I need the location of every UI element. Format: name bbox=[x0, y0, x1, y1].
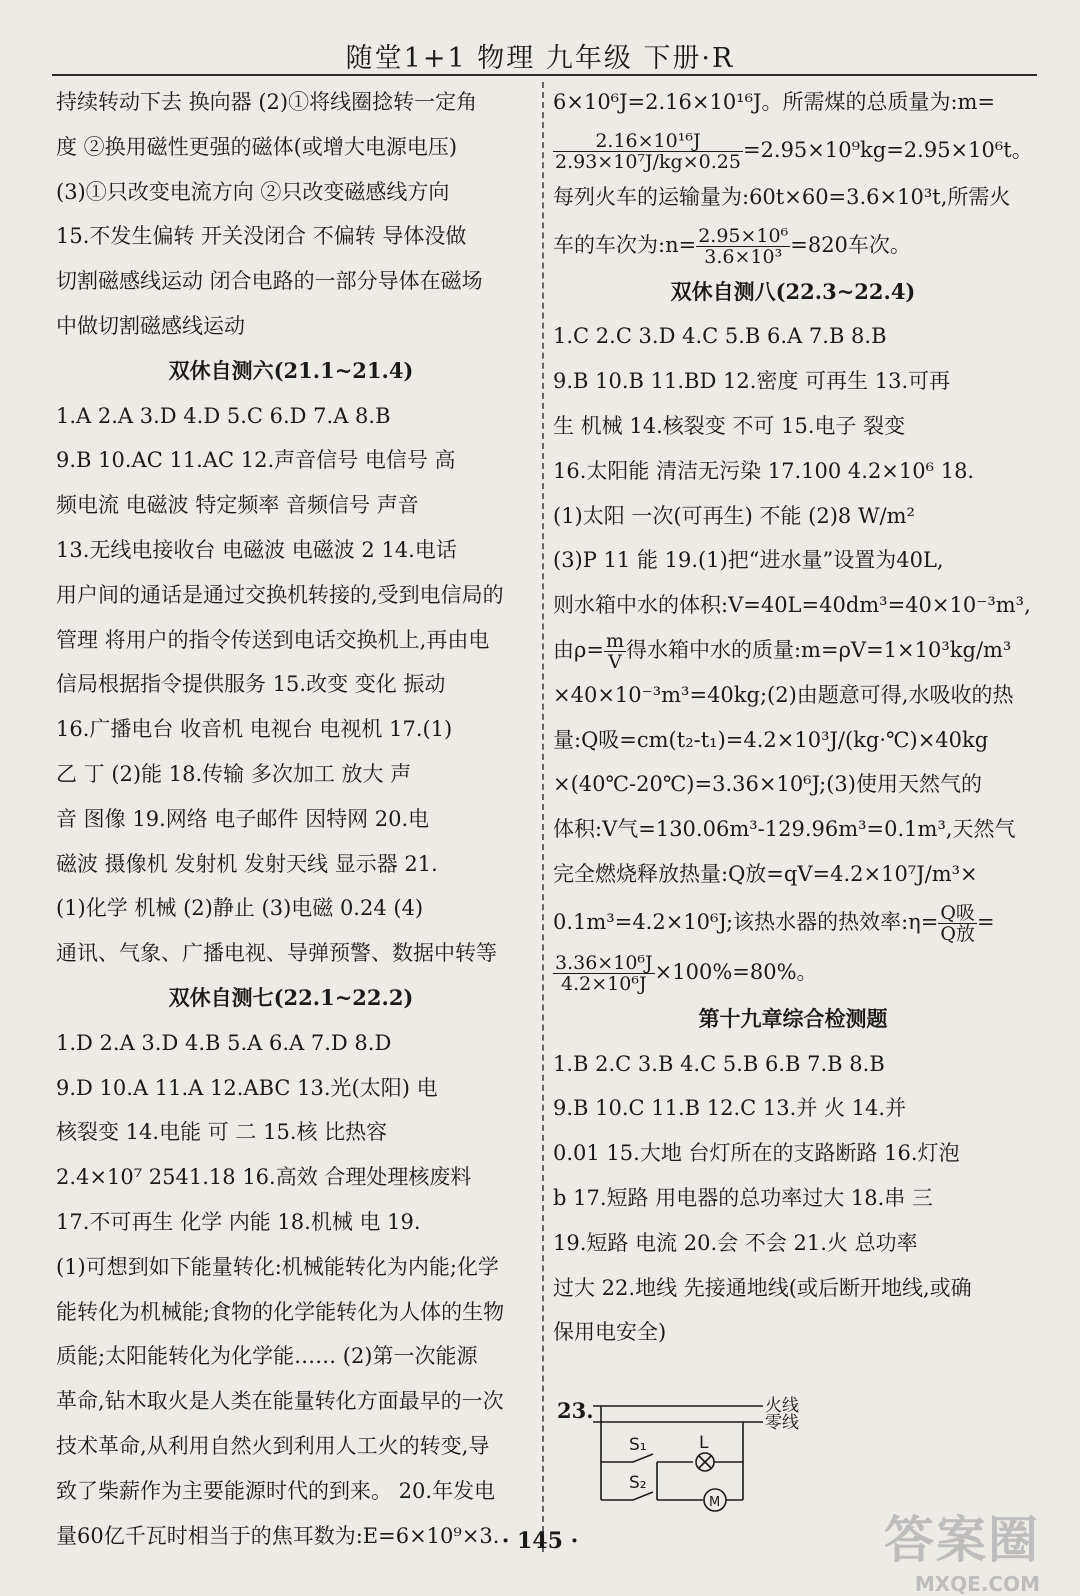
text-line: 1.A 2.A 3.D 4.D 5.C 6.D 7.A 8.B bbox=[56, 403, 391, 428]
text-line: 革命,钻木取火是人类在能量转化方面最早的一次 bbox=[56, 1389, 504, 1414]
fraction-denominator: V bbox=[608, 650, 622, 673]
text-line: 1.B 2.C 3.B 4.C 5.B 6.B 7.B 8.B bbox=[553, 1051, 885, 1076]
text-line: 19.短路 电流 20.会 不会 21.火 总功率 bbox=[553, 1230, 918, 1255]
text-line: 体积:V气=130.06m³-129.96m³=0.1m³,天然气 bbox=[553, 817, 1016, 842]
text-line: 9.D 10.A 11.A 12.ABC 13.光(太阳) 电 bbox=[56, 1075, 438, 1100]
neutral-wire-label: 零线 bbox=[765, 1413, 799, 1433]
text-line: 17.不可再生 化学 内能 18.机械 电 19. bbox=[56, 1209, 421, 1234]
text-line: 管理 将用户的指令传送到电话交换机上,再由电 bbox=[56, 627, 490, 652]
text-line: 完全燃烧释放热量:Q放=qV=4.2×10⁷J/m³× bbox=[553, 861, 978, 886]
formula-text: =2.95×10⁹kg=2.95×10⁶t。 bbox=[742, 137, 1033, 162]
text-line: (1)太阳 一次(可再生) 不能 (2)8 W/m² bbox=[553, 503, 915, 528]
switch-s1 bbox=[633, 1454, 653, 1462]
text-line: (3)①只改变电流方向 ②只改变磁感线方向 bbox=[56, 179, 450, 204]
text-line: 16.太阳能 清洁无污染 17.100 4.2×10⁶ 18. bbox=[553, 458, 975, 483]
text-line: 技术革命,从利用自然火到利用人工火的转变,导 bbox=[56, 1433, 490, 1458]
formula-text: 由ρ= bbox=[553, 637, 604, 662]
running-header: 随堂1+1 物理 九年级 下册·R bbox=[345, 43, 735, 74]
text-line: 乙 丁 (2)能 18.传输 多次加工 放大 声 bbox=[56, 761, 412, 786]
formula-line bbox=[553, 125, 1033, 175]
text-line: 能转化为机械能;食物的化学能转化为人体的生物 bbox=[56, 1299, 505, 1324]
fraction-numerator: 2.95×10⁶ bbox=[698, 224, 789, 247]
motor-label: M bbox=[709, 1495, 721, 1510]
right-column bbox=[553, 80, 1033, 1355]
question-number: 23. bbox=[557, 1398, 594, 1423]
text-line: 音 图像 19.网络 电子邮件 因特网 20.电 bbox=[56, 806, 430, 831]
fraction bbox=[696, 226, 790, 267]
text-line: (3)P 11 能 19.(1)把“进水量”设置为40L, bbox=[553, 548, 944, 573]
fraction bbox=[553, 953, 655, 994]
text-line: 13.无线电接收台 电磁波 电磁波 2 14.电话 bbox=[56, 537, 457, 562]
formula-text: = bbox=[976, 909, 995, 934]
text-line: 中做切割磁感线运动 bbox=[56, 313, 245, 338]
watermark bbox=[884, 1500, 1040, 1596]
formula-text: =820车次。 bbox=[790, 232, 911, 257]
text-line: 2.4×10⁷ 2541.18 16.高效 合理处理核废料 bbox=[56, 1165, 472, 1190]
fraction-denominator: 3.6×10³ bbox=[704, 245, 783, 268]
fraction-denominator: 4.2×10⁶J bbox=[561, 972, 647, 995]
fraction-numerator: m bbox=[605, 629, 624, 652]
text-line: 则水箱中水的体积:V=40L=40dm³=40×10⁻³m³, bbox=[553, 593, 1031, 618]
fraction bbox=[604, 631, 626, 672]
fraction-numerator: 2.16×10¹⁶J bbox=[553, 131, 743, 152]
text-line: 16.广播电台 收音机 电视台 电视机 17.(1) bbox=[56, 717, 453, 742]
text-line: ×(40℃-20℃)=3.36×10⁶J;(3)使用天然气的 bbox=[553, 772, 982, 797]
formula-line bbox=[553, 628, 1033, 673]
text-line: 用户间的通话是通过交换机转接的,受到电信局的 bbox=[56, 582, 504, 607]
watermark-url: MXQE.COM bbox=[914, 1572, 1040, 1596]
lamp-label: L bbox=[699, 1433, 709, 1453]
text-line: (1)可想到如下能量转化:机械能转化为内能;化学 bbox=[56, 1254, 499, 1279]
fraction-denominator: Q放 bbox=[940, 922, 975, 945]
text-line: 每列火车的运输量为:60t×60=3.6×10³t,所需火 bbox=[553, 184, 1011, 209]
text-line: 核裂变 14.电能 可 二 15.核 比热容 bbox=[56, 1120, 388, 1145]
text-line: 致了柴薪作为主要能源时代的到来。 20.年发电 bbox=[56, 1478, 496, 1503]
text-line: 保用电安全) bbox=[553, 1320, 667, 1345]
formula-text: ×100%=80%。 bbox=[654, 959, 818, 984]
text-line: 通讯、气象、广播电视、导弹预警、数据中转等 bbox=[56, 941, 497, 966]
text-line: 度 ②换用磁性更强的磁体(或增大电源电压) bbox=[56, 134, 458, 159]
switch-s2 bbox=[633, 1492, 653, 1500]
text-line: 信局根据指令提供服务 15.改变 变化 振动 bbox=[56, 672, 446, 697]
text-line: 持续转动下去 换向器 (2)①将线圈捻转一定角 bbox=[56, 90, 478, 114]
text-line: 1.C 2.C 3.D 4.C 5.B 6.A 7.B 8.B bbox=[553, 324, 887, 349]
text-line: 9.B 10.C 11.B 12.C 13.并 火 14.并 bbox=[553, 1096, 907, 1121]
text-line: 9.B 10.AC 11.AC 12.声音信号 电信号 高 bbox=[56, 448, 456, 473]
formula-text: 车的车次为:n= bbox=[553, 232, 697, 257]
text-line: 生 机械 14.核裂变 不可 15.电子 裂变 bbox=[553, 413, 906, 438]
text-line: 量60亿千瓦时相当于的焦耳数为:E=6×10⁹×3. bbox=[56, 1523, 500, 1548]
fraction-denominator: 2.93×10⁷J/kg×0.25 bbox=[555, 150, 741, 173]
section-heading: 双休自测七(22.1~22.2) bbox=[168, 984, 414, 1010]
page-number: · 145 · bbox=[501, 1528, 579, 1554]
switch2-label: S₂ bbox=[629, 1473, 647, 1493]
fraction bbox=[553, 131, 743, 172]
text-line: 9.B 10.B 11.BD 12.密度 可再生 13.可再 bbox=[553, 369, 951, 394]
circuit-diagram bbox=[553, 1392, 813, 1522]
text-line: 过大 22.地线 先接通地线(或后断开地线,或确 bbox=[553, 1275, 972, 1300]
live-wire-label: 火线 bbox=[765, 1396, 799, 1416]
text-line: 1.D 2.A 3.D 4.B 5.A 6.A 7.D 8.D bbox=[56, 1030, 392, 1055]
formula-line bbox=[553, 947, 1033, 997]
fraction-numerator: 3.36×10⁶J bbox=[555, 951, 653, 974]
text-line: ×40×10⁻³m³=40kg;(2)由题意可得,水吸收的热 bbox=[553, 682, 1014, 707]
text-line: (1)化学 机械 (2)静止 (3)电磁 0.24 (4) bbox=[56, 896, 424, 921]
formula-text: 0.1m³=4.2×10⁶J;该热水器的热效率:η= bbox=[553, 909, 939, 934]
section-heading: 双休自测八(22.3~22.4) bbox=[670, 278, 916, 304]
text-line: b 17.短路 用电器的总功率过大 18.串 三 bbox=[553, 1185, 933, 1210]
text-line: 15.不发生偏转 开关没闭合 不偏转 导体没做 bbox=[56, 224, 467, 249]
text-line: 磁波 摄像机 发射机 发射天线 显示器 21. bbox=[56, 851, 438, 876]
section-heading: 双休自测六(21.1~21.4) bbox=[168, 357, 414, 383]
formula-line bbox=[553, 220, 1033, 270]
watermark-logo: 答案圈 bbox=[884, 1511, 1040, 1569]
left-column bbox=[56, 80, 526, 1558]
header-rule bbox=[52, 74, 1037, 76]
formula-line bbox=[553, 897, 1033, 947]
section-heading: 第十九章综合检测题 bbox=[698, 1005, 888, 1031]
fraction bbox=[938, 903, 977, 944]
text-line: 量:Q吸=cm(t₂-t₁)=4.2×10³J/(kg·℃)×40kg bbox=[553, 727, 989, 752]
text-line: 频电流 电磁波 特定频率 音频信号 声音 bbox=[56, 493, 419, 518]
column-divider bbox=[542, 82, 544, 1552]
text-line: 0.01 15.大地 台灯所在的支路断路 16.灯泡 bbox=[553, 1141, 960, 1166]
switch1-label: S₁ bbox=[629, 1435, 647, 1455]
formula-text: 得水箱中水的质量:m=ρV=1×10³kg/m³ bbox=[625, 637, 1012, 662]
text-line: 切割磁感线运动 闭合电路的一部分导体在磁场 bbox=[56, 269, 483, 294]
fraction-numerator: Q吸 bbox=[940, 901, 975, 924]
text-line: 质能;太阳能转化为化学能…… (2)第一次能源 bbox=[56, 1344, 478, 1369]
text-line: 6×10⁶J=2.16×10¹⁶J。所需煤的总质量为:m= bbox=[553, 90, 996, 114]
